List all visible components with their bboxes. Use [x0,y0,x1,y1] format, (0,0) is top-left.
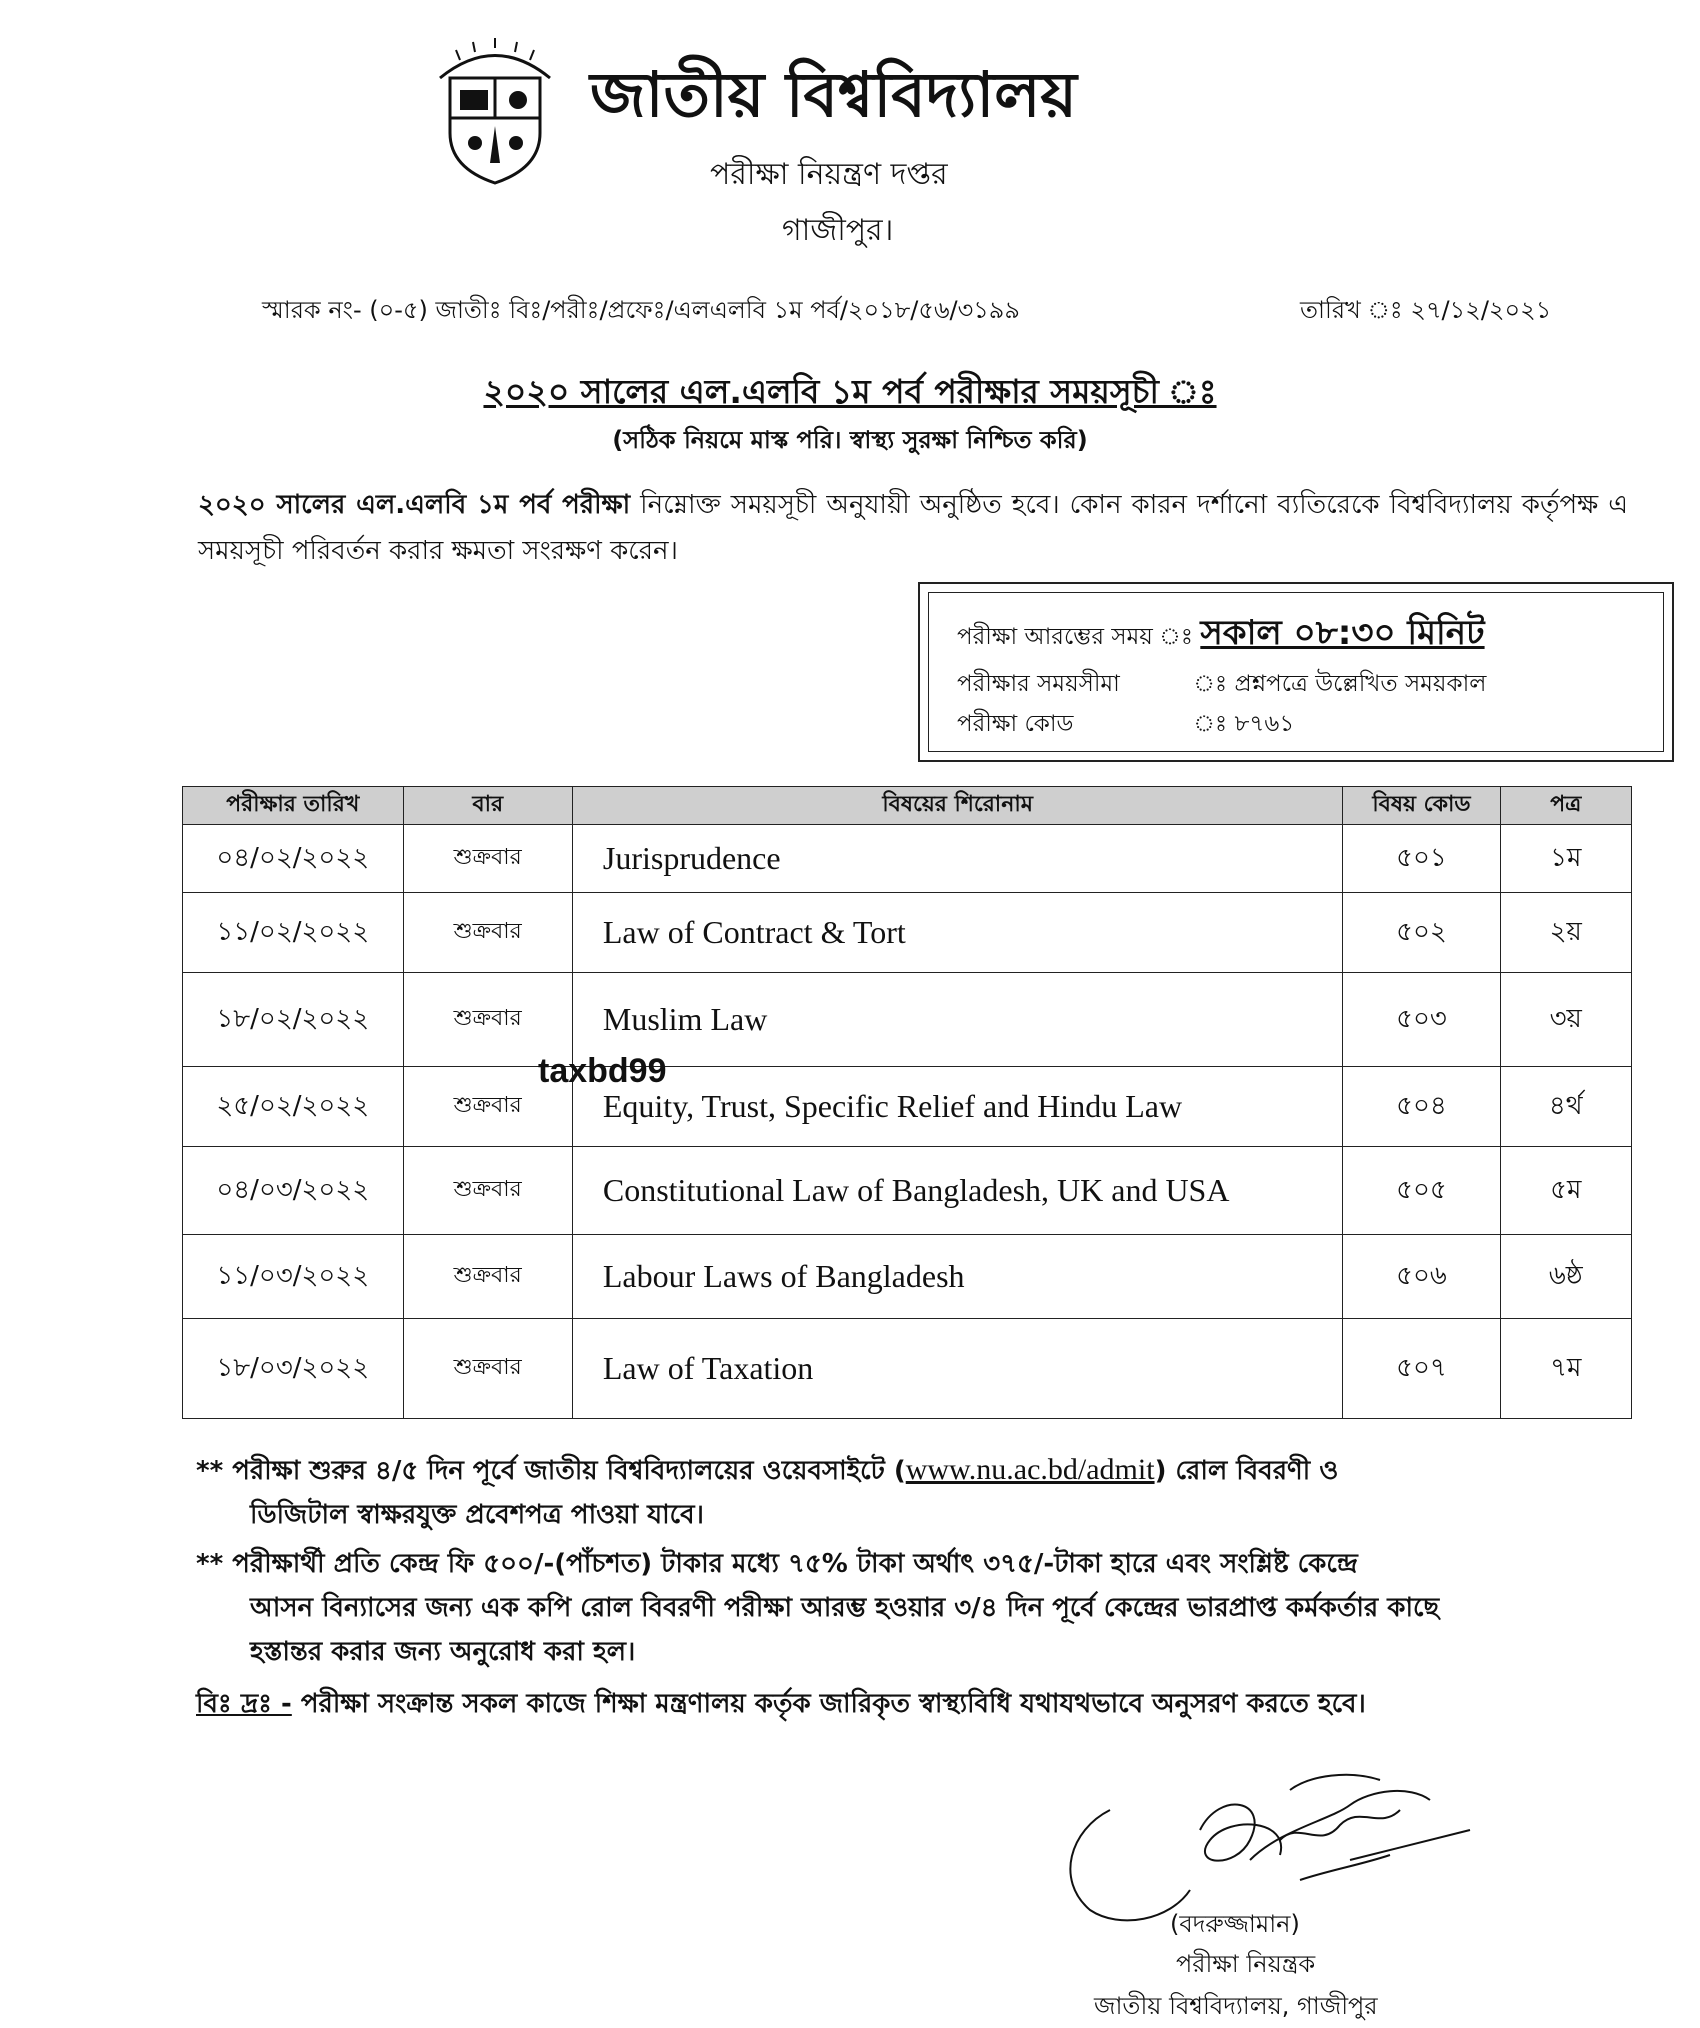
university-logo [430,38,560,188]
cell-code: ৫০২ [1343,893,1500,973]
duration-value: ঃ প্রশ্নপত্রে উল্লেখিত সময়কাল [1227,671,1487,697]
cell-subject: Muslim Law [572,973,1343,1067]
table-row [183,1147,1632,1235]
intro-bold: ২০২০ সালের এল.এলবি ১ম পর্ব পরীক্ষা [198,490,631,520]
cell-paper: ২য় [1500,893,1631,973]
signatory-name: (বদরুজ্জামান) [1170,1910,1300,1938]
cell-paper: ৩য় [1500,973,1631,1067]
note2-text-a: ** পরীক্ষার্থী প্রতি কেন্দ্র ফি ৫০০/-(পাঁচশত) টাকার মধ্যে ৭৫% টাকা অর্থাৎ ৩৭৫/-টাকা হারে এবং সংশ্লিষ্ট কেন্দ্রে [196,1549,1358,1579]
note-nb [196,1682,1636,1726]
intro-rest: নিম্নোক্ত সময়সূচী অনুযায়ী অনুষ্ঠিত হবে। কোন কারন দর্শানো ব্যতিরেকে বিশ্ববিদ্যালয় কর্তৃপক্ষ এ সময়সূচী পরিবর্তন করার ক্ষমতা সংরক্ষণ করেন। [198,490,1628,566]
header-date: পরীক্ষার তারিখ [183,787,404,825]
watermark-text: taxbd99 [538,1052,667,1090]
cell-paper: ১ম [1500,825,1631,893]
cell-date: ২৫/০২/২০২২ [183,1067,404,1147]
office-city: গাজীপুর। [782,213,894,248]
duration-label: পরীক্ষার সময়সীমা [957,671,1120,697]
start-time-label: পরীক্ষা আরম্ভের সময় ঃ [957,624,1194,650]
header-day: বার [403,787,572,825]
header-code: বিষয় কোড [1343,787,1500,825]
cell-subject: Law of Contract & Tort [572,893,1343,973]
cell-subject: Law of Taxation [572,1319,1343,1419]
cell-subject: Equity, Trust, Specific Relief and Hindu Law [572,1067,1343,1147]
cell-day: শুক্রবার [403,1147,572,1235]
cell-code: ৫০৪ [1343,1067,1500,1147]
note1-text-c: ডিজিটাল স্বাক্ষরযুক্ত প্রবেশপত্র পাওয়া যাবে। [250,1500,704,1530]
start-time-row [957,607,1485,664]
university-name: জাতীয় বিশ্ববিদ্যালয় [590,58,1077,131]
note1-text-a: ** পরীক্ষা শুরুর ৪/৫ দিন পূর্বে জাতীয় বিশ্ববিদ্যালয়ের ওয়েবসাইটে ( [196,1456,906,1486]
cell-date: ১১/০৩/২০২২ [183,1235,404,1319]
admit-website-link[interactable]: www.nu.ac.bd/admit [905,1453,1155,1486]
signatory-title: পরীক্ষা নিয়ন্ত্রক [1176,1950,1316,1978]
table-row [183,973,1632,1067]
cell-code: ৫০৬ [1343,1235,1500,1319]
cell-date: ০৪/০২/২০২২ [183,825,404,893]
nb-text: পরীক্ষা সংক্রান্ত সকল কাজে শিক্ষা মন্ত্রণালয় কর্তৃক জারিকৃত স্বাস্থ্যবিধি যথাযথভাবে অনুসরণ করতে হবে। [291,1689,1366,1719]
exam-code-label: পরীক্ষা কোড [957,711,1074,737]
cell-date: ১১/০২/২০২২ [183,893,404,973]
table-row [183,1235,1632,1319]
cell-code: ৫০৫ [1343,1147,1500,1235]
note2-text-c: হস্তান্তর করার জন্য অনুরোধ করা হল। [250,1637,636,1667]
table-header-row [183,787,1632,825]
note2-text-b: আসন বিন্যাসের জন্য এক কপি রোল বিবরণী পরীক্ষা আরম্ভ হওয়ার ৩/৪ দিন পূর্বে কেন্দ্রের ভারপ্রাপ্ত কর্মকর্তার কাছে [250,1593,1440,1623]
cell-code: ৫০১ [1343,825,1500,893]
cell-paper: ৫ম [1500,1147,1631,1235]
document-title [0,366,1700,422]
cell-date: ০৪/০৩/২০২২ [183,1147,404,1235]
intro-paragraph [198,482,1628,574]
header-subject: বিষয়ের শিরোনাম [572,787,1343,825]
document-subtitle: (সঠিক নিয়মে মাস্ক পরি। স্বাস্থ্য সুরক্ষা নিশ্চিত করি) [612,426,1088,454]
cell-subject: Labour Laws of Bangladesh [572,1235,1343,1319]
cell-code: ৫০৭ [1343,1319,1500,1419]
cell-code: ৫০৩ [1343,973,1500,1067]
duration-row [957,665,1486,704]
table-row [183,1067,1632,1147]
table-row [183,1319,1632,1419]
nb-label: বিঃ দ্রঃ - [196,1689,292,1719]
start-time-value: সকাল ০৮:৩০ মিনিট [1200,613,1485,653]
cell-day: শুক্রবার [403,1067,572,1147]
exam-code-row [957,705,1294,744]
office-name: পরীক্ষা নিয়ন্ত্রণ দপ্তর [710,157,948,192]
schedule-table [182,786,1632,1419]
exam-code-value: ঃ ৮৭৬১ [1227,711,1295,737]
memo-date: তারিখ ঃ ২৭/১২/২০২১ [1300,296,1552,324]
exam-info-box [918,582,1674,762]
cell-day: শুক্রবার [403,1319,572,1419]
cell-paper: ৪র্থ [1500,1067,1631,1147]
cell-day: শুক্রবার [403,893,572,973]
table-row [183,893,1632,973]
cell-subject: Jurisprudence [572,825,1343,893]
table-row [183,825,1632,893]
signatory-org: জাতীয় বিশ্ববিদ্যালয়, গাজীপুর [1094,1992,1378,2020]
cell-day: শুক্রবার [403,973,572,1067]
cell-date: ১৮/০৩/২০২২ [183,1319,404,1419]
cell-subject: Constitutional Law of Bangladesh, UK and USA [572,1147,1343,1235]
document-title-text: ২০২০ সালের এল.এলবি ১ম পর্ব পরীক্ষার সময়সূচী ঃ [483,372,1217,411]
memo-number: স্মারক নং- (০-৫) জাতীঃ বিঃ/পরীঃ/প্রফেঃ/এলএলবি ১ম পর্ব/২০১৮/৫৬/৩১৯৯ [262,296,1020,324]
cell-day: শুক্রবার [403,1235,572,1319]
note-admit-card [196,1448,1636,1537]
header-paper: পত্র [1500,787,1631,825]
cell-paper: ৬ষ্ঠ [1500,1235,1631,1319]
note1-text-b: ) রোল বিবরণী ও [1154,1456,1339,1486]
cell-day: শুক্রবার [403,825,572,893]
note-center-fee [196,1542,1636,1674]
cell-date: ১৮/০২/২০২২ [183,973,404,1067]
cell-paper: ৭ম [1500,1319,1631,1419]
